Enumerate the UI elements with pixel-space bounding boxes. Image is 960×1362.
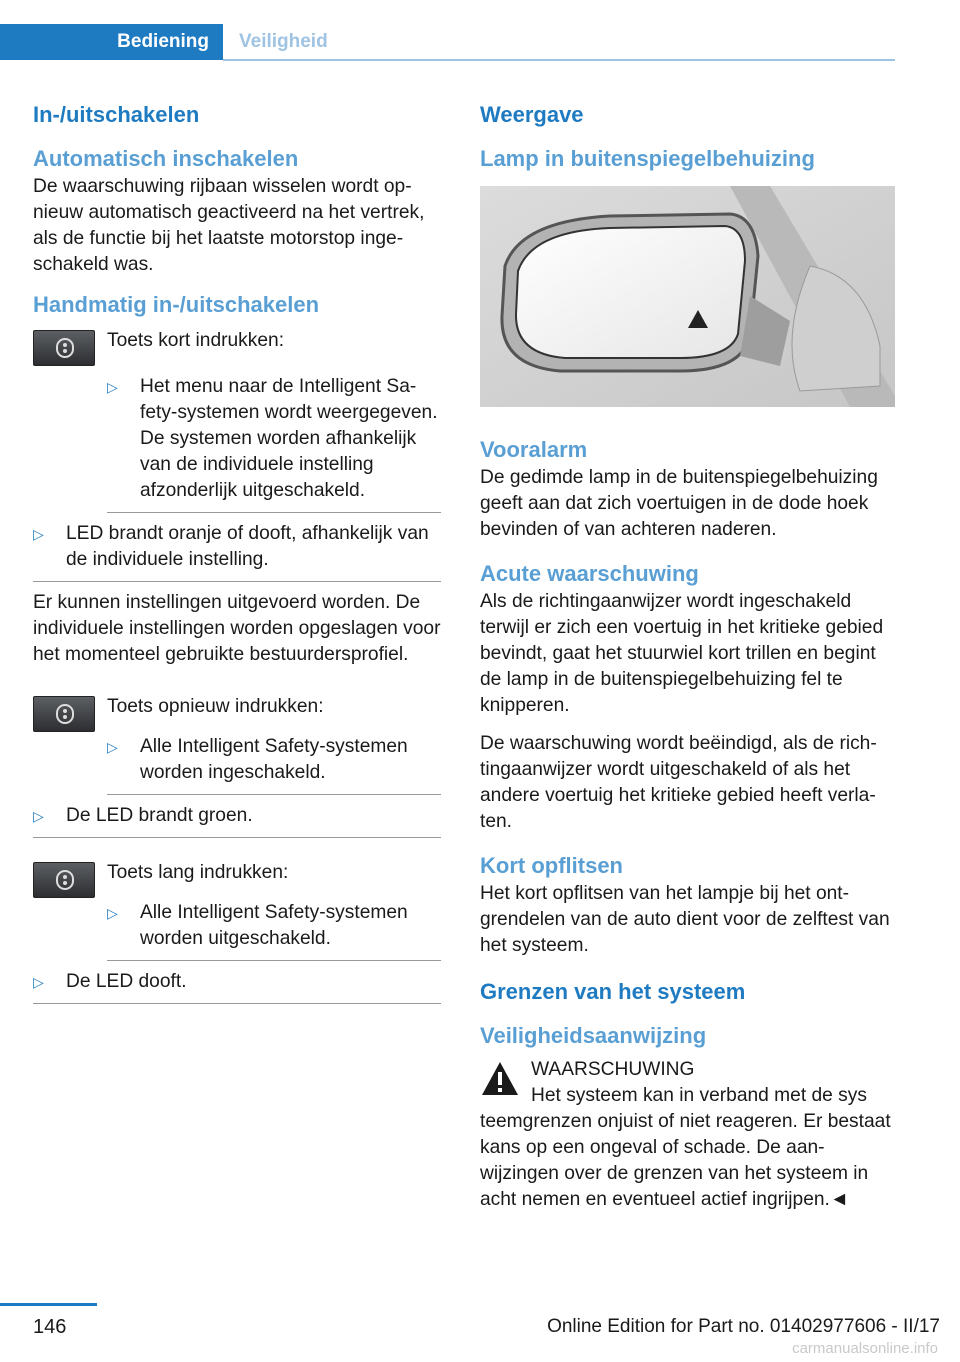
bullet-led-green bbox=[33, 803, 441, 838]
bullet-triangle-icon: ▷ bbox=[33, 974, 44, 990]
heading-automatisch: Automatisch inschakelen bbox=[33, 146, 299, 171]
paragraph-acute-1: Als de richtingaanwijzer wordt ingeschakeld terwijl er zich een voertuig in het kritieke gebied bevindt, gaat het stuurwiel kort trillen en begint de lamp in de buitenspiegelbehuizing fel te knipperen. bbox=[480, 591, 884, 716]
bullet-menu-text: Het menu naar de Intelligent Safety-systemen wordt weergegeven. De systemen worden afhankelijk van de individuele instelling afzonderlijk uitgeschakeld. bbox=[140, 376, 438, 501]
watermark: carmanualsonline.info bbox=[792, 1340, 938, 1357]
key-long-text: Toets lang indrukken: bbox=[107, 862, 289, 883]
mirror-photo bbox=[480, 186, 895, 407]
bullet-led-off-text: De LED dooft. bbox=[66, 971, 187, 992]
warning-triangle-icon bbox=[480, 1059, 520, 1099]
warning-block bbox=[480, 1057, 896, 1213]
bullet-led-orange-text: LED brandt oranje of dooft, afhankelijk van de individuele instelling. bbox=[66, 523, 429, 570]
warning-body-first-line: Het systeem kan in verband met de sys bbox=[531, 1085, 867, 1106]
intelligent-safety-key-icon bbox=[33, 330, 95, 366]
bullet-all-off-text: Alle Intelligent Safety-systemen worden uitgeschakeld. bbox=[140, 902, 408, 949]
bullet-all-on bbox=[107, 734, 441, 795]
paragraph-vooralarm: De gedimde lamp in de buitenspiegelbehuizing geeft aan dat zich voertuigen in de dode hoek bevinden of van achteren naderen. bbox=[480, 467, 878, 540]
page-number: 146 bbox=[33, 1316, 67, 1338]
heading-in-uitschakelen: In-/uitschakelen bbox=[33, 102, 200, 127]
heading-grenzen: Grenzen van het systeem bbox=[480, 979, 746, 1004]
intelligent-safety-key-icon bbox=[33, 696, 95, 732]
bullet-menu bbox=[107, 374, 441, 513]
heading-veiligheidsaanwijzing: Veiligheidsaanwijzing bbox=[480, 1023, 707, 1048]
bullet-all-on-text: Alle Intelligent Safety-systemen worden ingeschakeld. bbox=[140, 736, 408, 783]
section-tabs bbox=[0, 24, 895, 62]
edition-note: Online Edition for Part no. 01402977606 - II/17 bbox=[547, 1316, 940, 1337]
footer-rule bbox=[0, 1303, 97, 1306]
heading-vooralarm: Vooralarm bbox=[480, 437, 588, 462]
tab-bediening[interactable]: Bediening bbox=[0, 24, 223, 60]
key-row-short bbox=[33, 328, 441, 368]
key-row-again bbox=[33, 694, 441, 734]
heading-kort-opflitsen: Kort opflitsen bbox=[480, 853, 623, 878]
tab-underline bbox=[223, 59, 895, 61]
bullet-led-orange bbox=[33, 521, 441, 582]
paragraph-automatisch: De waarschuwing rijbaan wisselen wordt opnieuw automatisch geactiveerd na het vertrek, als de functie bij het laatste motorstop ingeschakeld was. bbox=[33, 176, 425, 275]
bullet-led-green-text: De LED brandt groen. bbox=[66, 805, 253, 826]
bullet-all-off bbox=[107, 900, 441, 961]
paragraph-acute-2: De waarschuwing wordt beëindigd, als de richtingaanwijzer wordt uitgeschakeld of als het andere voertuig het kritieke gebied heeft verlaten. bbox=[480, 733, 877, 832]
warning-body: teemgrenzen onjuist of niet reageren. Er bestaat kans op een ongeval of schade. De aanwijzingen over de grenzen van het systeem in acht nemen en eventueel actief ingrijpen.◄ bbox=[480, 1111, 891, 1210]
bullet-led-off bbox=[33, 969, 441, 1004]
heading-weergave: Weergave bbox=[480, 102, 584, 127]
heading-acute: Acute waarschuwing bbox=[480, 561, 699, 586]
bullet-triangle-icon: ▷ bbox=[107, 739, 118, 755]
key-short-text: Toets kort indrukken: bbox=[107, 330, 285, 351]
left-column bbox=[33, 100, 441, 1012]
warning-title: WAARSCHUWING bbox=[531, 1059, 695, 1080]
paragraph-kort-opflitsen: Het kort opflitsen van het lampje bij het ontgrendelen van de auto dient voor de zelftest van het systeem. bbox=[480, 883, 890, 956]
heading-lamp: Lamp in buitenspiegelbehuizing bbox=[480, 146, 815, 171]
bullet-triangle-icon: ▷ bbox=[33, 808, 44, 824]
bullet-triangle-icon: ▷ bbox=[107, 905, 118, 921]
intelligent-safety-key-icon bbox=[33, 862, 95, 898]
tab-veiligheid[interactable]: Veiligheid bbox=[239, 31, 328, 52]
key-row-long bbox=[33, 860, 441, 900]
right-column bbox=[480, 100, 896, 1213]
key-again-text: Toets opnieuw indrukken: bbox=[107, 696, 324, 717]
bullet-triangle-icon: ▷ bbox=[107, 379, 118, 395]
bullet-triangle-icon: ▷ bbox=[33, 526, 44, 542]
paragraph-settings: Er kunnen instellingen uitgevoerd worden. De individuele instellingen worden opgeslagen voor het momenteel gebruikte bestuurdersprofiel. bbox=[33, 592, 441, 665]
heading-handmatig: Handmatig in-/uitschakelen bbox=[33, 292, 320, 317]
